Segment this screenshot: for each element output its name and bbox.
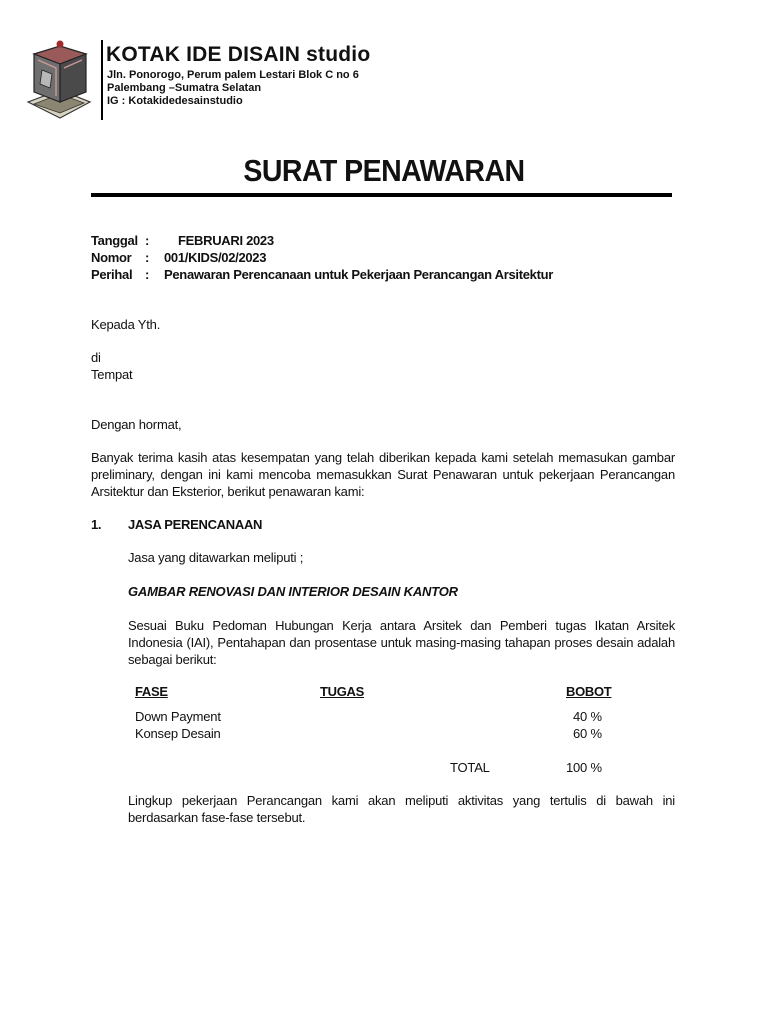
table-row-2-fase: Konsep Desain — [135, 726, 221, 741]
table-total-value: 100 % — [566, 760, 602, 775]
document-title: SURAT PENAWARAN — [243, 153, 525, 188]
address-line-1: Jln. Ponorogo, Perum palem Lestari Blok C no 6 — [107, 69, 359, 81]
section-heading: JASA PERENCANAAN — [128, 517, 263, 532]
recipient-kepada: Kepada Yth. — [91, 317, 161, 332]
header-divider — [101, 40, 103, 120]
perihal-label: Perihal — [91, 267, 133, 282]
iai-paragraph: Sesuai Buku Pedoman Hubungan Kerja antara Arsitek dan Pemberi tugas Ikatan Arsitek Indonesia (IAI), Pentahapan dan prosentase untuk masing-masing tahapan proses desain adalah sebagai berikut: — [128, 618, 675, 667]
services-subheading: GAMBAR RENOVASI DAN INTERIOR DESAIN KANTOR — [128, 584, 458, 599]
table-header-tugas: TUGAS — [320, 684, 365, 699]
table-header-bobot: BOBOT — [566, 684, 612, 699]
address-line-3: IG : Kotakidedesainstudio — [107, 95, 243, 107]
tanggal-label: Tanggal — [91, 233, 138, 248]
section-number: 1. — [91, 517, 102, 532]
perihal-value: Penawaran Perencanaan untuk Pekerjaan Perancangan Arsitektur — [164, 267, 554, 282]
company-logo — [26, 40, 92, 120]
perihal-colon: : — [145, 267, 150, 282]
table-total-label: TOTAL — [450, 760, 490, 775]
table-row-1-bobot: 40 % — [573, 709, 602, 724]
intro-paragraph: Banyak terima kasih atas kesempatan yang telah diberikan kepada kami setelah memasukan gambar preliminary, dengan ini kami mencoba memasukkan Surat Penawaran untuk pekerjaan Perancangan Arsitektur dan Eksterior, berikut penawaran kami: — [91, 450, 675, 499]
greeting: Dengan hormat, — [91, 417, 182, 432]
title-rule — [91, 193, 672, 197]
table-row-1-fase: Down Payment — [135, 709, 221, 724]
nomor-label: Nomor — [91, 250, 132, 265]
closing-paragraph: Lingkup pekerjaan Perancangan kami akan meliputi aktivitas yang tertulis di bawah ini berdasarkan fase-fase tersebut. — [128, 793, 675, 825]
company-name: KOTAK IDE DISAIN studio — [106, 43, 371, 66]
services-intro: Jasa yang ditawarkan meliputi ; — [128, 550, 304, 565]
table-header-fase: FASE — [135, 684, 168, 699]
tanggal-value: FEBRUARI 2023 — [178, 233, 274, 248]
recipient-tempat: Tempat — [91, 367, 133, 382]
address-line-2: Palembang –Sumatra Selatan — [107, 82, 262, 94]
recipient-di: di — [91, 350, 101, 365]
table-row-2-bobot: 60 % — [573, 726, 602, 741]
tanggal-colon: : — [145, 233, 150, 248]
nomor-value: 001/KIDS/02/2023 — [164, 250, 267, 265]
nomor-colon: : — [145, 250, 150, 265]
